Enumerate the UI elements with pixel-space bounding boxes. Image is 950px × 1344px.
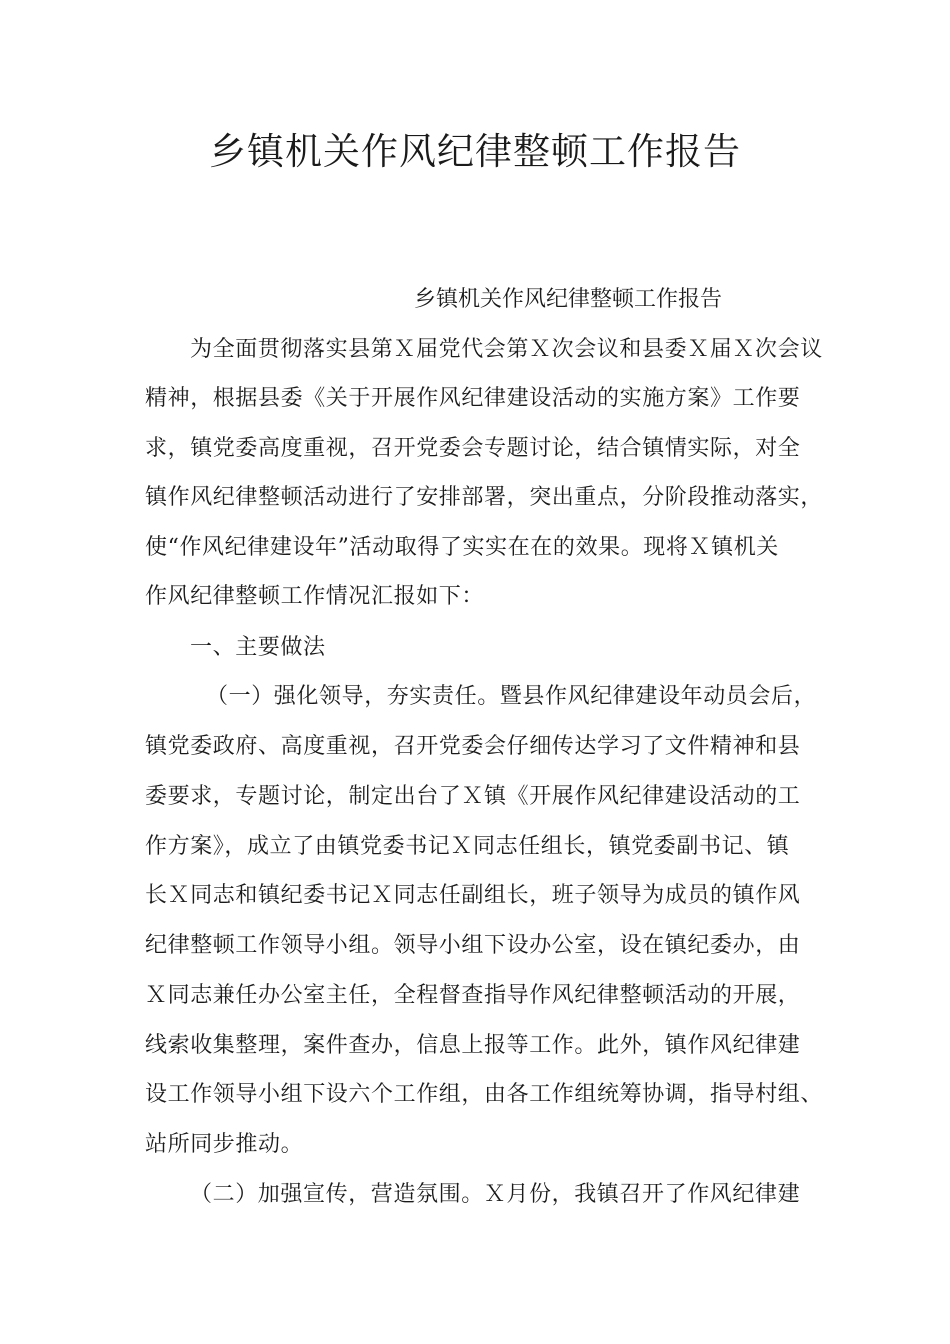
paragraph-line: 为全面贯彻落实县第Ｘ届党代会第Ｘ次会议和县委Ｘ届Ｘ次会议: [190, 337, 823, 362]
paragraph-line: 站所同步推动。: [145, 1132, 304, 1157]
paragraph-line: 长Ｘ同志和镇纪委书记Ｘ同志任副组长，班子领导为成员的镇作风: [145, 883, 801, 908]
document-subtitle: 乡镇机关作风纪律整顿工作报告: [414, 287, 723, 312]
paragraph-line: 使“作风纪律建设年”活动取得了实实在在的效果。现将Ｘ镇机关: [145, 535, 779, 560]
paragraph-line: Ｘ同志兼任办公室主任，全程督查指导作风纪律整顿活动的开展，: [145, 983, 801, 1008]
paragraph-line: 纪律整顿工作领导小组。领导小组下设办公室，设在镇纪委办，由: [145, 933, 801, 958]
paragraph-line: 镇党委政府、高度重视，召开党委会仔细传达学习了文件精神和县: [145, 734, 801, 759]
subsection-line: （二）加强宣传，营造氛围。Ｘ月份，我镇召开了作风纪律建: [190, 1182, 801, 1207]
paragraph-line: 线索收集整理，案件查办，信息上报等工作。此外，镇作风纪律建: [145, 1033, 801, 1058]
paragraph-line: 精神，根据县委《关于开展作风纪律建设活动的实施方案》工作要: [145, 386, 801, 411]
section-heading: 一、主要做法: [190, 635, 326, 660]
subsection-line: （一）强化领导，夯实责任。暨县作风纪律建设年动员会后，: [206, 684, 817, 709]
paragraph-line: 镇作风纪律整顿活动进行了安排部署，突出重点，分阶段推动落实，: [145, 485, 824, 510]
paragraph-line: 委要求，专题讨论，制定出台了Ｘ镇《开展作风纪律建设活动的工: [145, 784, 801, 809]
paragraph-line: 作风纪律整顿工作情况汇报如下：: [145, 584, 485, 609]
paragraph-line: 求，镇党委高度重视，召开党委会专题讨论，结合镇情实际，对全: [145, 436, 801, 461]
paragraph-line: 作方案》，成立了由镇党委书记Ｘ同志任组长，镇党委副书记、镇: [145, 834, 790, 859]
document-title: 乡镇机关作风纪律整顿工作报告: [209, 130, 741, 173]
paragraph-line: 设工作领导小组下设六个工作组，由各工作组统筹协调，指导村组、: [145, 1082, 824, 1107]
